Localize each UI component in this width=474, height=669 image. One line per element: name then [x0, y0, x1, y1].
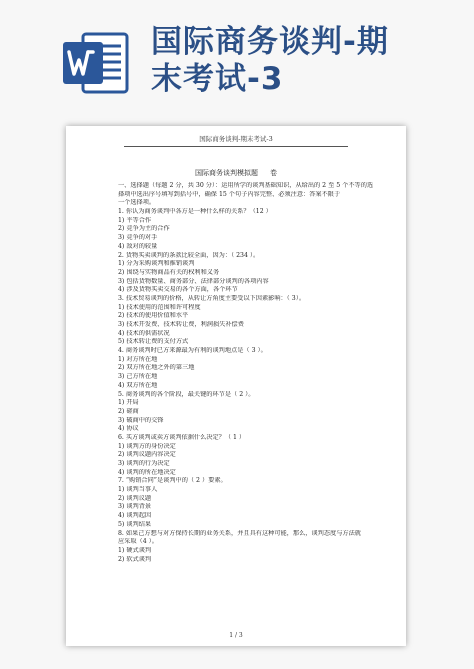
document-line: 3) 谈判背景 [118, 503, 152, 511]
page-number: 1 / 3 [229, 632, 243, 639]
document-line: 4) 谈判的所在地决定 [118, 468, 176, 476]
header-divider [124, 146, 348, 147]
document-line: 1) 对方所在地 [118, 355, 158, 363]
document-line: 1) 谈判当事人 [118, 486, 158, 494]
document-line: 1. 你认为商务谈判中各方是一种什么样的关系？（12 ） [118, 208, 272, 216]
document-line: 2) 谈判议题 [118, 494, 152, 502]
document-line: 3) 竞争的对手 [118, 234, 158, 242]
document-title-suffix: 卷 [270, 169, 277, 177]
document-line: 3) 己方所在地 [118, 373, 158, 381]
document-line: 3) 谈判的行为决定 [118, 460, 170, 467]
document-line: 4) 敌对的较量 [118, 242, 158, 250]
document-title [66, 168, 406, 178]
document-line: 4) 涉及货物买卖交易的各个方面，各个环节 [118, 286, 238, 294]
document-line: 择项中选出序号填写到括号中，确保 15 个句子内容完整、必须注意：答案不限于 [118, 190, 341, 198]
document-line: 3. 技术贸易谈判的价格，从转让方角度主要受以下因素影响：（ 3）。 [118, 294, 306, 302]
document-line: 6. 买方谈判或卖方谈判依据什么决定？（ 1 ） [118, 433, 246, 441]
document-line: 4) 双方所在地 [118, 381, 158, 389]
document-line: 一个选择项。 [118, 199, 156, 207]
document-line: 1) 分为采购谈判和推销谈判 [118, 260, 195, 268]
document-line: 1) 技术使用的范围和许可程度 [118, 303, 201, 311]
document-line: 7. “购销合同”是谈判中的（ 2 ）要素。 [118, 477, 227, 485]
document-line: 3) 破商中的交锋 [118, 416, 164, 424]
document-line: 4. 商务谈判时已方来源最为有利的谈判地点是（ 3 ）。 [118, 347, 267, 355]
document-line: 一、选择题（每题 2 分，共 30 分）：运用所学的谈判基础知识，从给出的 2 至 5 个不等的选 [118, 182, 374, 189]
page-header: 国际商务谈判-期末考试-3 [199, 135, 273, 143]
document-line: 5) 技术转让费的支付方式 [118, 338, 189, 346]
banner-title-line2: 末考试-3 [151, 61, 284, 97]
document-line: 5) 谈判结果 [118, 520, 152, 528]
document-line: 8. 如果己方想与对方保持长期的业务关系，并且具有这种可能，那么，谈判态度与方法就 [118, 529, 361, 537]
document-line: 4) 技术的供需状况 [118, 329, 170, 337]
banner-title [151, 24, 389, 98]
document-line: 2) 技术的使用价值和水平 [118, 312, 189, 320]
document-line: 3) 包括货物数量、商务部分、法律部分谈判的各项内容 [118, 277, 269, 285]
document-line: 2) 围绕与实物商品有关的权利和义务 [118, 268, 220, 276]
document-line: 4) 谈判起因 [118, 512, 152, 520]
document-line: 2) 磋商 [118, 407, 139, 415]
document-line: 1) 硬式谈判 [118, 546, 152, 554]
document-body [118, 182, 376, 564]
word-document-icon [61, 30, 131, 96]
document-line: 2. 货物买卖谈判的条款比较全面，因为：（ 234 ）。 [118, 251, 260, 259]
document-line: 应采取（4 ）。 [118, 538, 158, 546]
document-line: 1) 平等合作 [118, 216, 152, 224]
document-page [66, 126, 406, 646]
document-line: 5. 商务谈判的各个阶段，最关键的环节是（ 2 ）。 [118, 390, 255, 398]
document-line: 2) 谈判议题内容决定 [118, 451, 176, 459]
document-line: 1) 谈判方的身份决定 [118, 442, 176, 450]
document-line: 2) 竞争为主的合作 [118, 225, 170, 233]
document-title-main: 国际商务谈判模拟题 [195, 169, 258, 177]
document-line: 3) 技术开发费、技术转让费，利润损失补偿费 [118, 321, 244, 328]
document-line: 1) 开局 [118, 399, 139, 407]
document-line: 2) 软式谈判 [118, 555, 152, 563]
document-line: 2) 双方所在地之外的第三地 [118, 364, 195, 372]
banner-title-line1: 国际商务谈判-期 [151, 24, 389, 60]
banner [0, 0, 474, 118]
document-line: 4) 协议 [118, 425, 139, 433]
